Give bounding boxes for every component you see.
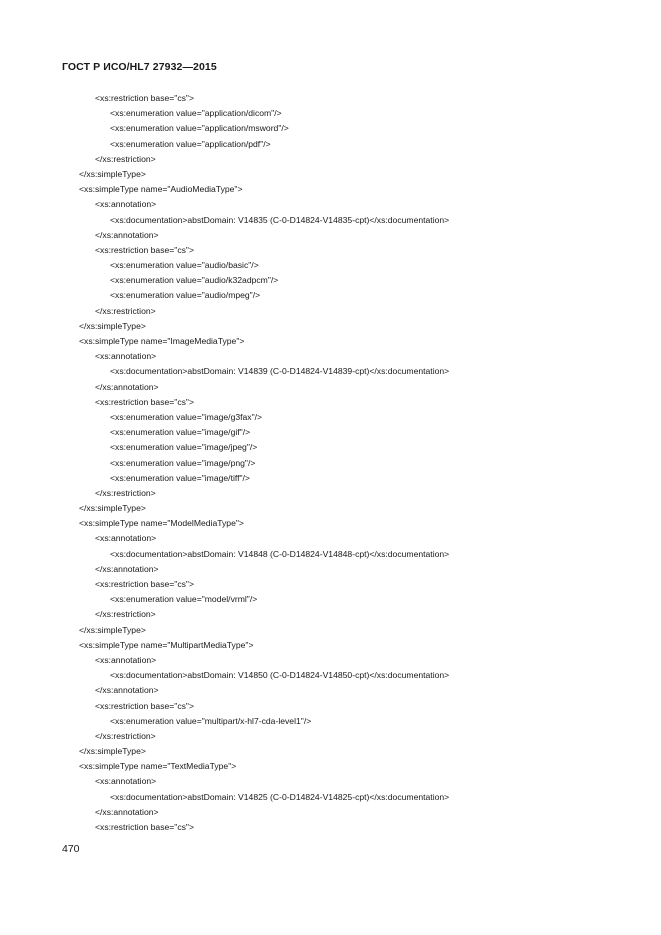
code-line: <xs:enumeration value="application/msword"/> bbox=[110, 123, 289, 134]
code-line: <xs:annotation> bbox=[95, 351, 157, 362]
code-line: </xs:annotation> bbox=[95, 381, 159, 392]
code-line: </xs:simpleType> bbox=[79, 624, 146, 635]
code-line: </xs:simpleType> bbox=[79, 503, 146, 514]
code-line: <xs:documentation>abstDomain: V14850 (C-0-D14824-V14850-cpt)</xs:documentation> bbox=[110, 670, 450, 681]
code-line: <xs:annotation> bbox=[95, 533, 157, 544]
code-line: <xs:documentation>abstDomain: V14825 (C-0-D14824-V14825-cpt)</xs:documentation> bbox=[110, 791, 450, 802]
code-line: <xs:documentation>abstDomain: V14835 (C-0-D14824-V14835-cpt)</xs:documentation> bbox=[110, 214, 450, 225]
code-line: <xs:simpleType name="AudioMediaType"> bbox=[79, 184, 243, 195]
code-line: </xs:simpleType> bbox=[79, 746, 146, 757]
document-header: ГОСТ Р ИСО/HL7 27932—2015 bbox=[62, 61, 217, 73]
code-line: <xs:restriction base="cs"> bbox=[95, 93, 195, 103]
code-line: <xs:enumeration value="image/gif"/> bbox=[110, 427, 251, 438]
code-line: </xs:annotation> bbox=[95, 563, 159, 574]
code-line: <xs:annotation> bbox=[95, 776, 157, 787]
code-line: <xs:enumeration value="image/g3fax"/> bbox=[110, 411, 263, 422]
code-line: </xs:restriction> bbox=[95, 305, 156, 316]
code-line: <xs:enumeration value="image/tiff"/> bbox=[110, 472, 250, 483]
code-line: </xs:restriction> bbox=[95, 153, 156, 164]
code-line: <xs:enumeration value="multipart/x-hl7-cda-level1"/> bbox=[110, 715, 312, 726]
code-line: <xs:restriction base="cs"> bbox=[95, 244, 195, 255]
code-line: <xs:simpleType name="ModelMediaType"> bbox=[79, 518, 244, 529]
code-line: </xs:annotation> bbox=[95, 806, 159, 817]
code-line: </xs:restriction> bbox=[95, 487, 156, 498]
code-line: </xs:restriction> bbox=[95, 730, 156, 741]
code-line: </xs:simpleType> bbox=[79, 168, 146, 179]
code-line: <xs:restriction base="cs"> bbox=[95, 822, 195, 832]
xml-schema-code-block bbox=[0, 91, 661, 835]
code-line: <xs:simpleType name="TextMediaType"> bbox=[79, 761, 237, 772]
code-line: <xs:enumeration value="image/png"/> bbox=[110, 457, 256, 468]
code-line: <xs:enumeration value="model/vrml"/> bbox=[110, 594, 258, 605]
code-line: <xs:simpleType name="ImageMediaType"> bbox=[79, 336, 245, 346]
code-line: <xs:enumeration value="application/dicom"/> bbox=[110, 108, 282, 119]
code-line: <xs:restriction base="cs"> bbox=[95, 700, 195, 711]
code-line: <xs:restriction base="cs"> bbox=[95, 396, 195, 407]
code-line: </xs:annotation> bbox=[95, 685, 159, 696]
code-line: <xs:restriction base="cs"> bbox=[95, 579, 195, 589]
code-line: <xs:enumeration value="audio/basic"/> bbox=[110, 260, 259, 271]
page-number: 470 bbox=[62, 843, 80, 855]
code-line: <xs:enumeration value="application/pdf"/> bbox=[110, 138, 271, 149]
code-line: </xs:restriction> bbox=[95, 609, 156, 620]
code-line: </xs:annotation> bbox=[95, 229, 159, 240]
code-line: <xs:enumeration value="audio/mpeg"/> bbox=[110, 290, 261, 301]
code-line: </xs:simpleType> bbox=[79, 320, 146, 331]
code-line: <xs:enumeration value="audio/k32adpcm"/> bbox=[110, 275, 279, 286]
code-line: <xs:simpleType name="MultipartMediaType"> bbox=[79, 639, 254, 650]
code-line: <xs:documentation>abstDomain: V14848 (C-0-D14824-V14848-cpt)</xs:documentation> bbox=[110, 548, 450, 559]
code-line: <xs:annotation> bbox=[95, 199, 157, 210]
code-line: <xs:documentation>abstDomain: V14839 (C-0-D14824-V14839-cpt)</xs:documentation> bbox=[110, 366, 450, 377]
code-line: <xs:annotation> bbox=[95, 654, 157, 665]
code-line: <xs:enumeration value="image/jpeg"/> bbox=[110, 442, 258, 453]
